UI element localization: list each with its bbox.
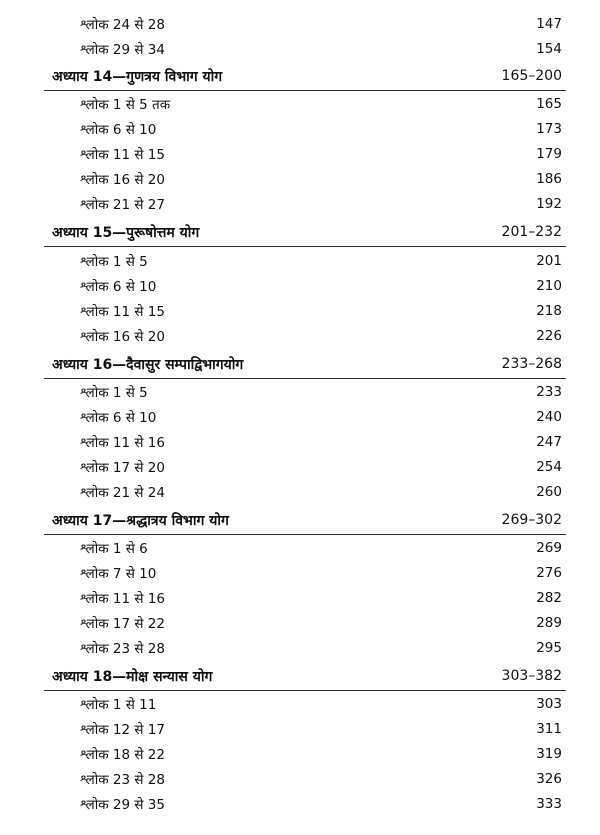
entry-label: श्लोक 6 से 10 [80,122,157,138]
toc-entry [0,586,600,610]
entry-label: श्लोक 21 से 24 [80,485,165,501]
entry-label: श्लोक 11 से 16 [80,435,165,451]
entry-page: 319 [536,746,562,762]
entry-page: 303 [536,696,562,712]
entry-label: श्लोक 1 से 5 [80,254,148,270]
entry-label: श्लोक 29 से 35 [80,797,165,813]
chapter-page-range: 165–200 [501,68,562,84]
toc-entry [0,430,600,454]
chapter-divider [44,534,566,535]
toc-entry [0,636,600,660]
entry-page: 333 [536,796,562,812]
chapter-title: अध्याय 17—श्रद्धात्रय विभाग योग [52,512,229,529]
entry-page: 179 [536,146,562,162]
chapter-page-range: 303–382 [501,668,562,684]
entry-label: श्लोक 16 से 20 [80,172,165,188]
entry-page: 226 [536,328,562,344]
entry-label: श्लोक 7 से 10 [80,566,157,582]
entry-label: श्लोक 11 से 15 [80,304,165,320]
chapter-heading [0,64,600,88]
toc-entry [0,12,600,36]
entry-page: 260 [536,484,562,500]
toc-entry [0,299,600,323]
entry-label: श्लोक 6 से 10 [80,279,157,295]
entry-label: श्लोक 1 से 6 [80,541,148,557]
toc-entry [0,37,600,61]
chapter-title: अध्याय 18—मोक्ष सन्यास योग [52,668,213,685]
chapter-heading [0,220,600,244]
toc-entry [0,767,600,791]
entry-label: श्लोक 23 से 28 [80,772,165,788]
entry-label: श्लोक 29 से 34 [80,42,165,58]
chapter-heading [0,508,600,532]
entry-label: श्लोक 1 से 5 तक [80,97,171,113]
chapter-divider [44,690,566,691]
entry-label: श्लोक 11 से 15 [80,147,165,163]
toc-entry [0,117,600,141]
entry-label: श्लोक 1 से 11 [80,697,157,713]
chapter-page-range: 269–302 [501,512,562,528]
toc-entry [0,480,600,504]
entry-page: 289 [536,615,562,631]
entry-label: श्लोक 12 से 17 [80,722,165,738]
toc-entry [0,380,600,404]
entry-label: श्लोक 17 से 22 [80,616,165,632]
entry-label: श्लोक 16 से 20 [80,329,165,345]
entry-page: 269 [536,540,562,556]
toc-entry [0,742,600,766]
toc-entry [0,692,600,716]
chapter-title: अध्याय 15—पुरूषोत्तम योग [52,224,200,241]
entry-page: 233 [536,384,562,400]
entry-label: श्लोक 1 से 5 [80,385,148,401]
entry-page: 311 [536,721,562,737]
entry-page: 154 [536,41,562,57]
entry-page: 192 [536,196,562,212]
entry-label: श्लोक 11 से 16 [80,591,165,607]
entry-page: 147 [536,16,562,32]
toc-entry [0,192,600,216]
toc-entry [0,92,600,116]
entry-page: 165 [536,96,562,112]
chapter-heading [0,352,600,376]
entry-page: 326 [536,771,562,787]
entry-page: 201 [536,253,562,269]
chapter-title: अध्याय 14—गुणत्रय विभाग योग [52,68,223,85]
entry-page: 173 [536,121,562,137]
toc-entry [0,324,600,348]
toc-entry [0,611,600,635]
entry-page: 218 [536,303,562,319]
chapter-page-range: 233–268 [501,356,562,372]
entry-label: श्लोक 18 से 22 [80,747,165,763]
chapter-title: अध्याय 16—दैवासुर सम्पाद्विभागयोग [52,356,244,373]
entry-page: 276 [536,565,562,581]
entry-label: श्लोक 21 से 27 [80,197,165,213]
toc-entry [0,274,600,298]
entry-label: श्लोक 6 से 10 [80,410,157,426]
toc-entry [0,561,600,585]
entry-label: श्लोक 23 से 28 [80,641,165,657]
toc-entry [0,142,600,166]
toc-entry [0,405,600,429]
entry-label: श्लोक 24 से 28 [80,17,165,33]
chapter-divider [44,246,566,247]
chapter-divider [44,90,566,91]
entry-page: 240 [536,409,562,425]
chapter-page-range: 201–232 [501,224,562,240]
toc-entry [0,536,600,560]
toc-entry [0,455,600,479]
entry-page: 186 [536,171,562,187]
toc-entry [0,249,600,273]
entry-page: 254 [536,459,562,475]
toc-entry [0,167,600,191]
toc-entry [0,792,600,816]
chapter-heading [0,664,600,688]
entry-page: 295 [536,640,562,656]
entry-page: 247 [536,434,562,450]
toc-entry [0,717,600,741]
entry-page: 282 [536,590,562,606]
entry-page: 210 [536,278,562,294]
chapter-divider [44,378,566,379]
entry-label: श्लोक 17 से 20 [80,460,165,476]
